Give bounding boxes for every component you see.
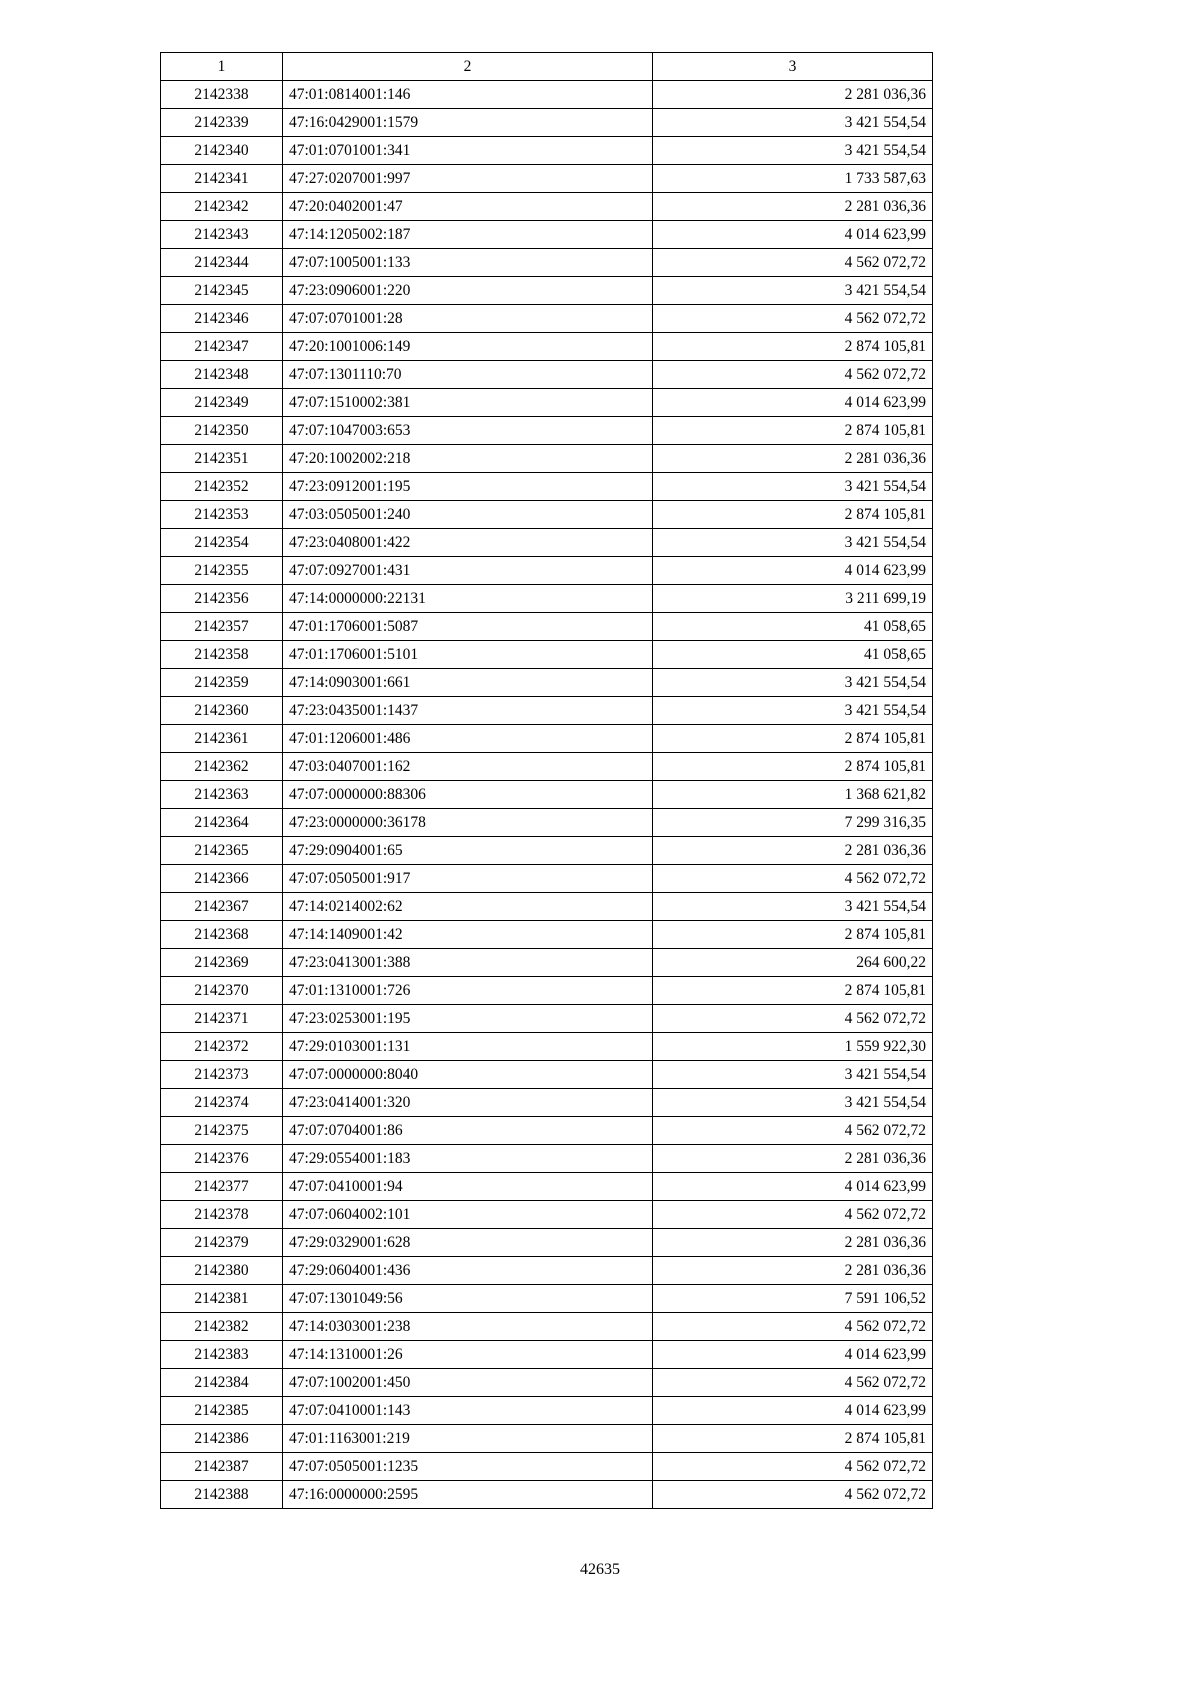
table-row <box>161 641 933 669</box>
table-row <box>161 1229 933 1257</box>
cell-index: 2142341 <box>161 165 283 193</box>
cell-index: 2142370 <box>161 977 283 1005</box>
cell-cadastral-number: 47:23:0435001:1437 <box>283 697 653 725</box>
cell-cadastral-number: 47:01:1706001:5101 <box>283 641 653 669</box>
table-row <box>161 725 933 753</box>
cell-value: 41 058,65 <box>653 641 933 669</box>
table-row <box>161 417 933 445</box>
cell-index: 2142342 <box>161 193 283 221</box>
cell-index: 2142348 <box>161 361 283 389</box>
cell-index: 2142387 <box>161 1453 283 1481</box>
table-row <box>161 333 933 361</box>
table-row <box>161 305 933 333</box>
cell-index: 2142388 <box>161 1481 283 1509</box>
table-body <box>161 81 933 1509</box>
cell-value: 2 874 105,81 <box>653 725 933 753</box>
cell-cadastral-number: 47:20:0402001:47 <box>283 193 653 221</box>
cell-index: 2142352 <box>161 473 283 501</box>
table-header-row <box>161 53 933 81</box>
cell-index: 2142343 <box>161 221 283 249</box>
table-row <box>161 361 933 389</box>
cell-value: 2 281 036,36 <box>653 81 933 109</box>
cell-index: 2142359 <box>161 669 283 697</box>
cell-value: 2 874 105,81 <box>653 977 933 1005</box>
table-row <box>161 1369 933 1397</box>
table-row <box>161 1453 933 1481</box>
cell-index: 2142377 <box>161 1173 283 1201</box>
cell-value: 2 874 105,81 <box>653 333 933 361</box>
table-row <box>161 81 933 109</box>
column-header-1: 1 <box>161 53 283 81</box>
cell-cadastral-number: 47:07:0410001:94 <box>283 1173 653 1201</box>
cell-index: 2142371 <box>161 1005 283 1033</box>
cell-index: 2142381 <box>161 1285 283 1313</box>
cell-index: 2142368 <box>161 921 283 949</box>
cell-index: 2142369 <box>161 949 283 977</box>
cell-value: 1 559 922,30 <box>653 1033 933 1061</box>
cell-cadastral-number: 47:27:0207001:997 <box>283 165 653 193</box>
cell-value: 3 421 554,54 <box>653 529 933 557</box>
cell-cadastral-number: 47:14:1409001:42 <box>283 921 653 949</box>
cell-index: 2142350 <box>161 417 283 445</box>
table-row <box>161 221 933 249</box>
cell-cadastral-number: 47:20:1002002:218 <box>283 445 653 473</box>
cell-value: 4 562 072,72 <box>653 1369 933 1397</box>
cell-value: 7 299 316,35 <box>653 809 933 837</box>
table-row <box>161 1061 933 1089</box>
table-row <box>161 1033 933 1061</box>
cell-index: 2142364 <box>161 809 283 837</box>
cell-index: 2142339 <box>161 109 283 137</box>
table-row <box>161 1173 933 1201</box>
table-row <box>161 865 933 893</box>
cell-value: 1 368 621,82 <box>653 781 933 809</box>
cell-index: 2142372 <box>161 1033 283 1061</box>
table-row <box>161 585 933 613</box>
cell-index: 2142354 <box>161 529 283 557</box>
cell-cadastral-number: 47:23:0414001:320 <box>283 1089 653 1117</box>
cell-index: 2142376 <box>161 1145 283 1173</box>
table-row <box>161 753 933 781</box>
cell-index: 2142355 <box>161 557 283 585</box>
cell-value: 3 421 554,54 <box>653 893 933 921</box>
cell-index: 2142349 <box>161 389 283 417</box>
cell-value: 4 562 072,72 <box>653 1481 933 1509</box>
cell-cadastral-number: 47:14:0214002:62 <box>283 893 653 921</box>
cell-value: 4 014 623,99 <box>653 1341 933 1369</box>
cell-index: 2142362 <box>161 753 283 781</box>
cell-index: 2142385 <box>161 1397 283 1425</box>
cell-value: 3 211 699,19 <box>653 585 933 613</box>
table-row <box>161 1341 933 1369</box>
cell-cadastral-number: 47:29:0554001:183 <box>283 1145 653 1173</box>
cell-index: 2142380 <box>161 1257 283 1285</box>
cell-cadastral-number: 47:01:1206001:486 <box>283 725 653 753</box>
cell-value: 4 562 072,72 <box>653 1201 933 1229</box>
cell-cadastral-number: 47:07:1510002:381 <box>283 389 653 417</box>
cell-index: 2142378 <box>161 1201 283 1229</box>
cell-cadastral-number: 47:01:1706001:5087 <box>283 613 653 641</box>
cell-index: 2142344 <box>161 249 283 277</box>
cell-value: 3 421 554,54 <box>653 669 933 697</box>
cell-value: 2 874 105,81 <box>653 501 933 529</box>
cell-index: 2142382 <box>161 1313 283 1341</box>
table-row <box>161 977 933 1005</box>
cell-value: 3 421 554,54 <box>653 277 933 305</box>
table-row <box>161 473 933 501</box>
cell-cadastral-number: 47:07:0701001:28 <box>283 305 653 333</box>
table-row <box>161 1117 933 1145</box>
cell-index: 2142345 <box>161 277 283 305</box>
table-row <box>161 613 933 641</box>
table-row <box>161 137 933 165</box>
cell-value: 7 591 106,52 <box>653 1285 933 1313</box>
cell-value: 2 874 105,81 <box>653 417 933 445</box>
table-row <box>161 669 933 697</box>
table-row <box>161 109 933 137</box>
cell-cadastral-number: 47:07:0505001:1235 <box>283 1453 653 1481</box>
cell-cadastral-number: 47:23:0000000:36178 <box>283 809 653 837</box>
cell-value: 2 281 036,36 <box>653 1145 933 1173</box>
table-row <box>161 249 933 277</box>
cell-cadastral-number: 47:07:0000000:8040 <box>283 1061 653 1089</box>
table-row <box>161 1397 933 1425</box>
cell-value: 3 421 554,54 <box>653 1089 933 1117</box>
cell-cadastral-number: 47:07:0505001:917 <box>283 865 653 893</box>
cell-cadastral-number: 47:23:0413001:388 <box>283 949 653 977</box>
cell-cadastral-number: 47:29:0103001:131 <box>283 1033 653 1061</box>
cell-value: 3 421 554,54 <box>653 109 933 137</box>
table-row <box>161 501 933 529</box>
table-row <box>161 781 933 809</box>
cell-cadastral-number: 47:14:1310001:26 <box>283 1341 653 1369</box>
cell-value: 41 058,65 <box>653 613 933 641</box>
cell-index: 2142375 <box>161 1117 283 1145</box>
cell-cadastral-number: 47:23:0253001:195 <box>283 1005 653 1033</box>
cell-value: 4 014 623,99 <box>653 221 933 249</box>
table-row <box>161 277 933 305</box>
cell-cadastral-number: 47:01:1163001:219 <box>283 1425 653 1453</box>
cell-index: 2142365 <box>161 837 283 865</box>
table-row <box>161 389 933 417</box>
table-row <box>161 1145 933 1173</box>
cell-value: 3 421 554,54 <box>653 1061 933 1089</box>
table-row <box>161 529 933 557</box>
cell-index: 2142374 <box>161 1089 283 1117</box>
cell-index: 2142358 <box>161 641 283 669</box>
cell-index: 2142373 <box>161 1061 283 1089</box>
cell-value: 264 600,22 <box>653 949 933 977</box>
cell-cadastral-number: 47:03:0505001:240 <box>283 501 653 529</box>
cell-index: 2142356 <box>161 585 283 613</box>
cell-index: 2142347 <box>161 333 283 361</box>
cell-value: 2 874 105,81 <box>653 921 933 949</box>
cell-value: 4 562 072,72 <box>653 361 933 389</box>
cell-index: 2142367 <box>161 893 283 921</box>
table-row <box>161 1089 933 1117</box>
cell-value: 4 562 072,72 <box>653 1005 933 1033</box>
table-row <box>161 557 933 585</box>
cell-cadastral-number: 47:14:0000000:22131 <box>283 585 653 613</box>
cell-value: 1 733 587,63 <box>653 165 933 193</box>
cell-index: 2142340 <box>161 137 283 165</box>
cell-value: 4 562 072,72 <box>653 1453 933 1481</box>
table-row <box>161 1005 933 1033</box>
table-row <box>161 949 933 977</box>
cell-index: 2142338 <box>161 81 283 109</box>
cell-cadastral-number: 47:07:0927001:431 <box>283 557 653 585</box>
cell-value: 4 014 623,99 <box>653 557 933 585</box>
column-header-3: 3 <box>653 53 933 81</box>
cell-cadastral-number: 47:01:0701001:341 <box>283 137 653 165</box>
table-row <box>161 697 933 725</box>
cell-index: 2142383 <box>161 1341 283 1369</box>
cell-cadastral-number: 47:07:1301110:70 <box>283 361 653 389</box>
cell-index: 2142360 <box>161 697 283 725</box>
table-row <box>161 921 933 949</box>
table-row <box>161 893 933 921</box>
table-row <box>161 1201 933 1229</box>
table-row <box>161 165 933 193</box>
cell-cadastral-number: 47:01:1310001:726 <box>283 977 653 1005</box>
cell-cadastral-number: 47:14:0903001:661 <box>283 669 653 697</box>
cell-index: 2142384 <box>161 1369 283 1397</box>
cell-index: 2142351 <box>161 445 283 473</box>
cell-cadastral-number: 47:29:0904001:65 <box>283 837 653 865</box>
cell-cadastral-number: 47:29:0604001:436 <box>283 1257 653 1285</box>
column-header-2: 2 <box>283 53 653 81</box>
cell-value: 4 562 072,72 <box>653 1313 933 1341</box>
cell-index: 2142361 <box>161 725 283 753</box>
table-row <box>161 1481 933 1509</box>
cell-cadastral-number: 47:01:0814001:146 <box>283 81 653 109</box>
cell-cadastral-number: 47:03:0407001:162 <box>283 753 653 781</box>
cell-index: 2142366 <box>161 865 283 893</box>
cell-cadastral-number: 47:14:1205002:187 <box>283 221 653 249</box>
cell-value: 2 281 036,36 <box>653 837 933 865</box>
cell-cadastral-number: 47:16:0000000:2595 <box>283 1481 653 1509</box>
cell-cadastral-number: 47:29:0329001:628 <box>283 1229 653 1257</box>
table-row <box>161 445 933 473</box>
cell-value: 4 562 072,72 <box>653 1117 933 1145</box>
cell-cadastral-number: 47:14:0303001:238 <box>283 1313 653 1341</box>
cell-index: 2142379 <box>161 1229 283 1257</box>
cell-value: 2 874 105,81 <box>653 1425 933 1453</box>
table-row <box>161 837 933 865</box>
cell-value: 3 421 554,54 <box>653 137 933 165</box>
table-row <box>161 1425 933 1453</box>
cell-cadastral-number: 47:07:0000000:88306 <box>283 781 653 809</box>
cell-cadastral-number: 47:07:0604002:101 <box>283 1201 653 1229</box>
cell-index: 2142357 <box>161 613 283 641</box>
table-row <box>161 1313 933 1341</box>
cell-value: 3 421 554,54 <box>653 473 933 501</box>
cell-cadastral-number: 47:20:1001006:149 <box>283 333 653 361</box>
cell-cadastral-number: 47:07:1005001:133 <box>283 249 653 277</box>
cell-value: 4 014 623,99 <box>653 1173 933 1201</box>
data-table <box>160 52 933 1509</box>
cell-cadastral-number: 47:23:0912001:195 <box>283 473 653 501</box>
table-row <box>161 1285 933 1313</box>
cell-index: 2142353 <box>161 501 283 529</box>
cell-value: 2 874 105,81 <box>653 753 933 781</box>
cell-value: 4 562 072,72 <box>653 865 933 893</box>
cell-cadastral-number: 47:07:0410001:143 <box>283 1397 653 1425</box>
cell-value: 4 014 623,99 <box>653 1397 933 1425</box>
table-header <box>161 53 933 81</box>
cell-value: 2 281 036,36 <box>653 445 933 473</box>
page-number: 42635 <box>580 1561 620 1578</box>
cell-value: 2 281 036,36 <box>653 193 933 221</box>
cell-cadastral-number: 47:07:1047003:653 <box>283 417 653 445</box>
cell-value: 4 562 072,72 <box>653 249 933 277</box>
table-row <box>161 809 933 837</box>
cell-value: 2 281 036,36 <box>653 1229 933 1257</box>
cell-cadastral-number: 47:23:0906001:220 <box>283 277 653 305</box>
cell-value: 3 421 554,54 <box>653 697 933 725</box>
cell-cadastral-number: 47:16:0429001:1579 <box>283 109 653 137</box>
cell-value: 2 281 036,36 <box>653 1257 933 1285</box>
cell-index: 2142386 <box>161 1425 283 1453</box>
cell-cadastral-number: 47:07:1002001:450 <box>283 1369 653 1397</box>
cell-cadastral-number: 47:07:0704001:86 <box>283 1117 653 1145</box>
table-row <box>161 1257 933 1285</box>
cell-value: 4 562 072,72 <box>653 305 933 333</box>
cell-cadastral-number: 47:07:1301049:56 <box>283 1285 653 1313</box>
cell-index: 2142363 <box>161 781 283 809</box>
cell-value: 4 014 623,99 <box>653 389 933 417</box>
cell-cadastral-number: 47:23:0408001:422 <box>283 529 653 557</box>
cell-index: 2142346 <box>161 305 283 333</box>
table-row <box>161 193 933 221</box>
